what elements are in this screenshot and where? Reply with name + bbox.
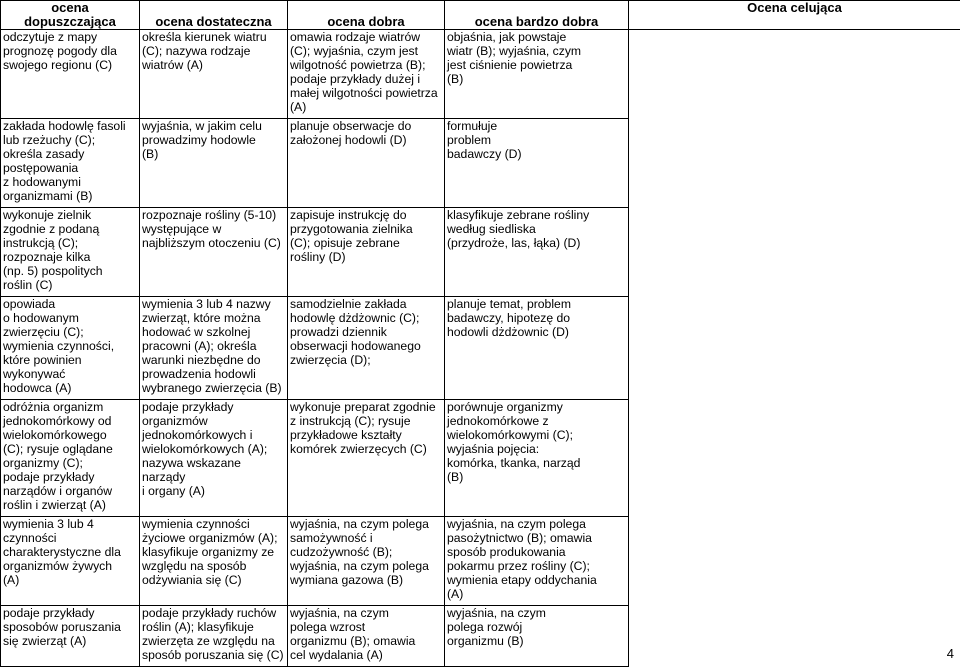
table-row xyxy=(1,297,960,400)
table-cell: podaje przykłady ruchów roślin (A); klasyfikuje zwierzęta ze względu na sposób poruszania się (C) xyxy=(140,606,288,667)
table-cell: wyjaśnia, na czym polega pasożytnictwo (B); omawia sposób produkowania pokarmu przez rośliny (C); wymienia etapy oddychania (A) xyxy=(445,517,629,606)
page-number: 4 xyxy=(946,646,954,661)
table-cell: określa kierunek wiatru (C); nazywa rodzaje wiatrów (A) xyxy=(140,30,288,119)
table-cell: zapisuje instrukcję do przygotowania zielnika (C); opisuje zebrane rośliny (D) xyxy=(288,208,445,297)
header-grade-excellent: Ocena celująca xyxy=(629,1,960,30)
header-grade-sufficient-pass: ocena dopuszczająca xyxy=(1,1,140,30)
table-cell: wyjaśnia, na czym polega samożywność i cudzożywność (B); wyjaśnia, na czym polega wymiana gazowa (B) xyxy=(288,517,445,606)
table-cell: objaśnia, jak powstaje wiatr (B); wyjaśnia, czym jest ciśnienie powietrza (B) xyxy=(445,30,629,119)
table-cell: formułuje problem badawczy (D) xyxy=(445,119,629,208)
header-grade-very-good: ocena bardzo dobra xyxy=(445,1,629,30)
table-cell: podaje przykłady sposobów poruszania się zwierząt (A) xyxy=(1,606,140,667)
table-row xyxy=(1,208,960,297)
table-cell: wymienia czynności życiowe organizmów (A); klasyfikuje organizmy ze względu na sposób odżywiania się (C) xyxy=(140,517,288,606)
table-row xyxy=(1,606,960,667)
table-row xyxy=(1,517,960,606)
table-cell: planuje temat, problem badawczy, hipotezę do hodowli dżdżownic (D) xyxy=(445,297,629,400)
table-cell: podaje przykłady organizmów jednokomórkowych i wielokomórkowych (A); nazywa wskazane narządy i organy (A) xyxy=(140,400,288,517)
table-row xyxy=(1,400,960,517)
table-cell: porównuje organizmy jednokomórkowe z wielokomórkowymi (C); wyjaśnia pojęcia: komórka, tkanka, narząd (B) xyxy=(445,400,629,517)
table-cell: opowiada o hodowanym zwierzęciu (C); wymienia czynności, które powinien wykonywać hodowca (A) xyxy=(1,297,140,400)
table-header-row xyxy=(1,1,960,30)
table-cell: klasyfikuje zebrane rośliny według siedliska (przydroże, las, łąka) (D) xyxy=(445,208,629,297)
table-cell: wyjaśnia, w jakim celu prowadzimy hodowle (B) xyxy=(140,119,288,208)
table-row xyxy=(1,30,960,119)
header-grade-good: ocena dobra xyxy=(288,1,445,30)
table-cell: planuje obserwacje do założonej hodowli (D) xyxy=(288,119,445,208)
table-cell: zakłada hodowlę fasoli lub rzeżuchy (C); określa zasady postępowania z hodowanymi organizmami (B) xyxy=(1,119,140,208)
table-cell: odróżnia organizm jednokomórkowy od wielokomórkowego (C); rysuje oglądane organizmy (C); podaje przykłady narządów i organów roślin i zwierząt (A) xyxy=(1,400,140,517)
table-cell: wyjaśnia, na czym polega rozwój organizmu (B) xyxy=(445,606,629,667)
table-cell: wykonuje preparat zgodnie z instrukcją (C); rysuje przykładowe kształty komórek zwierzęcych (C) xyxy=(288,400,445,517)
header-grade-satisfactory: ocena dostateczna xyxy=(140,1,288,30)
table-cell: rozpoznaje rośliny (5-10) występujące w najbliższym otoczeniu (C) xyxy=(140,208,288,297)
table-row xyxy=(1,119,960,208)
table-cell: wymienia 3 lub 4 nazwy zwierząt, które można hodować w szkolnej pracowni (A); określa warunki niezbędne do prowadzenia hodowli wybranego zwierzęcia (B) xyxy=(140,297,288,400)
table-cell: samodzielnie zakłada hodowlę dżdżownic (C); prowadzi dziennik obserwacji hodowanego zwierzęcia (D); xyxy=(288,297,445,400)
table-cell: wyjaśnia, na czym polega wzrost organizmu (B); omawia cel wydalania (A) xyxy=(288,606,445,667)
table-cell: omawia rodzaje wiatrów (C); wyjaśnia, czym jest wilgotność powietrza (B); podaje przykłady dużej i małej wilgotności powietrza (A) xyxy=(288,30,445,119)
table-cell: wykonuje zielnik zgodnie z podaną instrukcją (C); rozpoznaje kilka (np. 5) pospolitych roślin (C) xyxy=(1,208,140,297)
table-cell: odczytuje z mapy prognozę pogody dla swojego regionu (C) xyxy=(1,30,140,119)
table-cell: wymienia 3 lub 4 czynności charakterystyczne dla organizmów żywych (A) xyxy=(1,517,140,606)
